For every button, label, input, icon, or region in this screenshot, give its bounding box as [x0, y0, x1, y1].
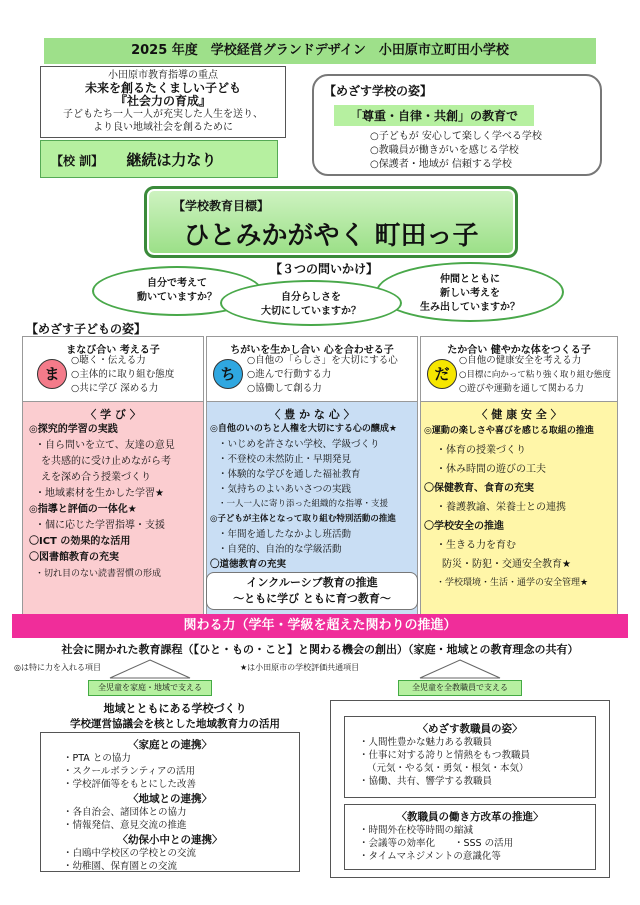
- list-item: ・会議等の効率化 ・SSS の活用: [359, 838, 514, 849]
- question-text: 新しい考えを: [440, 288, 500, 299]
- column-learning: [22, 336, 204, 617]
- list-item: ・タイムマネジメントの意識化等: [359, 851, 501, 862]
- ideal-school-item: ○保護者・地域が 信頼する学校: [370, 159, 512, 170]
- list-item: ◎子どもが主体となって取り組む特別活動の推進: [210, 514, 396, 524]
- list-item: ・自発的、自治的な学級活動: [218, 544, 342, 555]
- column-title: たか合い 健やかな体をつくる子: [447, 345, 591, 356]
- city-policy-box: [40, 66, 286, 138]
- school-motto: [40, 140, 278, 178]
- inclusive-education-box: [206, 572, 418, 610]
- question-ellipse-2: [220, 280, 402, 326]
- list-item: ◎指導と評価の一体化★: [29, 504, 137, 515]
- policy-line: 小田原市教育指導の重点: [108, 70, 218, 81]
- column-header: [207, 337, 417, 402]
- ideal-staff-heading: 〈めざす教職員の姿〉: [417, 723, 523, 735]
- list-item: （元気・やる気・勇気・根気・本気）: [367, 763, 529, 774]
- ideal-school-heading: 【めざす学校の姿】: [324, 84, 433, 98]
- column-title: まなび合い 考える子: [66, 345, 160, 356]
- section-list: [421, 422, 617, 593]
- list-item: ・幼稚園、保育園との交流: [63, 861, 178, 872]
- school-network-heading: 〈幼保小中との連携〉: [117, 834, 223, 846]
- inclusive-subtitle: ～ともに学び ともに育つ教育～: [233, 592, 391, 605]
- inclusive-title: インクルーシブ教育の推進: [246, 576, 378, 589]
- work-reform-heading: 〈教職員の働き方改革の推進〉: [396, 811, 544, 823]
- list-item: ・PTA との協力: [63, 753, 131, 764]
- list-item: 〇道徳教育の充実: [210, 559, 287, 570]
- community-subtitle: 学校運営協議会を核とした地域教育力の活用: [70, 718, 280, 730]
- column-item: ○目標に向かって粘り強く取り組む態度: [459, 370, 611, 380]
- page-title: 2025 年度 学校経営グランドデザイン 小田原市立町田小学校: [44, 38, 596, 64]
- list-item: えを深め合う授業づくり: [41, 472, 151, 483]
- list-item: 〇ICT の効果的な活用: [29, 536, 131, 547]
- column-item: ○協働して創る力: [247, 383, 322, 394]
- list-item: ・地域素材を生かした学習★: [35, 488, 164, 499]
- list-item: ◎探究的学習の実践: [29, 424, 118, 435]
- list-item: を共感的に受け止めながら考: [41, 456, 171, 467]
- school-goal-label: 【学校教育目標】: [173, 199, 270, 213]
- question-text: 自分で考えて: [147, 278, 207, 289]
- motto-text: 継続は力なり: [126, 151, 217, 169]
- ideal-school-item: ○子どもが 安心して楽しく学べる学校: [370, 131, 542, 142]
- ideal-school-box: [312, 74, 602, 176]
- question-text: 生み出していますか？: [420, 302, 520, 313]
- question-text: 大切にしていますか？: [261, 306, 361, 317]
- list-item: ・体育の授業づくり: [436, 445, 526, 456]
- bar-arrows: [0, 612, 640, 640]
- column-item: ○聴く・伝える力: [71, 355, 146, 366]
- question-text: 動いていますか？: [137, 292, 217, 303]
- policy-theme: 『社会力の育成』: [114, 94, 211, 108]
- curriculum-line: 社会に開かれた教育課程（【ひと・もの・こと】と関わる機会の創出）（家庭・地域との教育理念の共有）: [61, 643, 579, 656]
- right-arrow-icon: [614, 614, 626, 638]
- family-heading: 〈家庭との連携〉: [128, 739, 212, 751]
- list-item: ・休み時間の遊びの工夫: [436, 464, 546, 475]
- ideal-school-subtitle: 「尊重・自律・共創」の教育で: [334, 105, 534, 126]
- question-ellipse-3: [376, 262, 564, 322]
- list-item: ・気持ちのよいあいさつの実践: [218, 484, 352, 495]
- list-item: ・切れ目のない読書習慣の形成: [35, 569, 162, 579]
- column-item: ○自他の「らしさ」を大切にする心: [247, 355, 398, 366]
- policy-headline: 未来を創るたくましい子ども: [84, 81, 241, 95]
- list-item: ・不登校の未然防止・早期発見: [218, 454, 352, 465]
- region-heading: 〈地域との連携〉: [128, 793, 212, 805]
- school-goal-box: [144, 186, 518, 258]
- staff-support-label: 全児童を全教職員で支える: [398, 680, 522, 696]
- list-item: ・人間性豊かな魅力ある教職員: [359, 737, 493, 748]
- left-arrow-icon: [14, 614, 26, 638]
- family-support-label: 全児童を家庭・地域で支える: [88, 680, 212, 696]
- column-header: [23, 337, 203, 402]
- da-circle-icon: だ: [427, 359, 457, 389]
- list-item: ・時間外在校等時間の縮減: [359, 825, 474, 836]
- community-title: 地域とともにある学校づくり: [103, 702, 247, 715]
- column-title: ちがいを生かし合い 心を合わせる子: [230, 345, 394, 356]
- school-goal-text: ひとみかがやく 町田っ子: [183, 221, 479, 251]
- list-item: ・白鴎中学校区の学校との交流: [63, 848, 197, 859]
- list-item: ・スクールボランティアの活用: [63, 766, 196, 777]
- list-item: ・養護教諭、栄養士との連携: [436, 502, 566, 513]
- list-item: 防災・防犯・交通安全教育★: [442, 559, 571, 570]
- list-item: 〇保健教育、食育の充実: [424, 483, 534, 494]
- column-health: [420, 336, 618, 617]
- list-item: ・一人一人に寄り添った組織的な指導・支援: [218, 499, 389, 509]
- column-item: ○進んで行動する力: [247, 369, 332, 380]
- list-item: ◎自他のいのちと人権を大切にする心の醸成★: [210, 424, 397, 434]
- list-item: 〇図書館教育の充実: [29, 552, 119, 563]
- ideal-school-item: ○教職員が働きがいを感じる学校: [370, 145, 519, 156]
- list-item: ・体験的な学びを通した福祉教育: [218, 469, 361, 480]
- questions-title: 【３つの問いかけ】: [270, 262, 379, 276]
- star-note: ★は小田原市の学校評価共通項目: [240, 663, 360, 672]
- column-item: ○主体的に取り組む態度: [71, 369, 175, 380]
- list-item: ・自ら問いを立て、友達の意見: [35, 440, 175, 451]
- column-header: [421, 337, 617, 402]
- section-heading: 〈 豊 か な 心 〉: [269, 408, 355, 421]
- ma-circle-icon: ま: [37, 359, 67, 389]
- list-item: 〇学校安全の推進: [424, 521, 504, 532]
- policy-line: 子どもたち一人一人が充実した人生を送り、: [63, 109, 263, 120]
- list-item: ・年間を通したなかよし班活動: [218, 529, 352, 540]
- question-text: 仲間とともに: [440, 274, 500, 285]
- work-reform-panel: [344, 804, 596, 870]
- section-list: [23, 422, 203, 582]
- chi-circle-icon: ち: [213, 359, 243, 389]
- section-heading: 〈 健 康 安 全 〉: [476, 408, 562, 421]
- column-item: ○共に学び 深める力: [71, 383, 159, 394]
- ideal-child-title: 【めざす子どもの姿】: [26, 322, 147, 336]
- list-item: ・情報発信、意見交流の推進: [63, 820, 187, 831]
- policy-line: より良い地域社会を創るために: [93, 122, 233, 133]
- list-item: ・仕事に対する誇りと情熱をもつ教職員: [359, 750, 531, 761]
- list-item: ◎運動の楽しさや喜びを感じる取組の推進: [424, 426, 594, 436]
- column-item: ○遊びや運動を通して関わる力: [459, 384, 584, 394]
- motto-label: 【校 訓】: [51, 154, 104, 168]
- list-item: ・いじめを許さない学校、学級づくり: [218, 439, 380, 450]
- community-panel: [40, 732, 300, 872]
- column-item: ○自他の健康安全を考える力: [459, 355, 582, 366]
- list-item: ・学校環境・生活・通学の安全管理★: [436, 578, 589, 588]
- focus-note: ◎は特に力を入れる項目: [14, 663, 101, 672]
- list-item: ・学校評価等をもとにした改善: [63, 779, 197, 790]
- list-item: ・個に応じた学習指導・支援: [35, 520, 165, 531]
- list-item: ・協働、共有、響学する教職員: [359, 776, 493, 787]
- relationship-bar: 関わる力（学年・学級を超えた関わりの推進）: [12, 614, 628, 638]
- question-text: 自分らしさを: [281, 292, 341, 303]
- list-item: ・各自治会、諸団体との協力: [63, 807, 187, 818]
- section-heading: 〈 学 び 〉: [85, 408, 141, 421]
- list-item: ・生きる力を育む: [436, 540, 516, 551]
- staff-panel: [344, 716, 596, 798]
- section-list: [207, 422, 417, 572]
